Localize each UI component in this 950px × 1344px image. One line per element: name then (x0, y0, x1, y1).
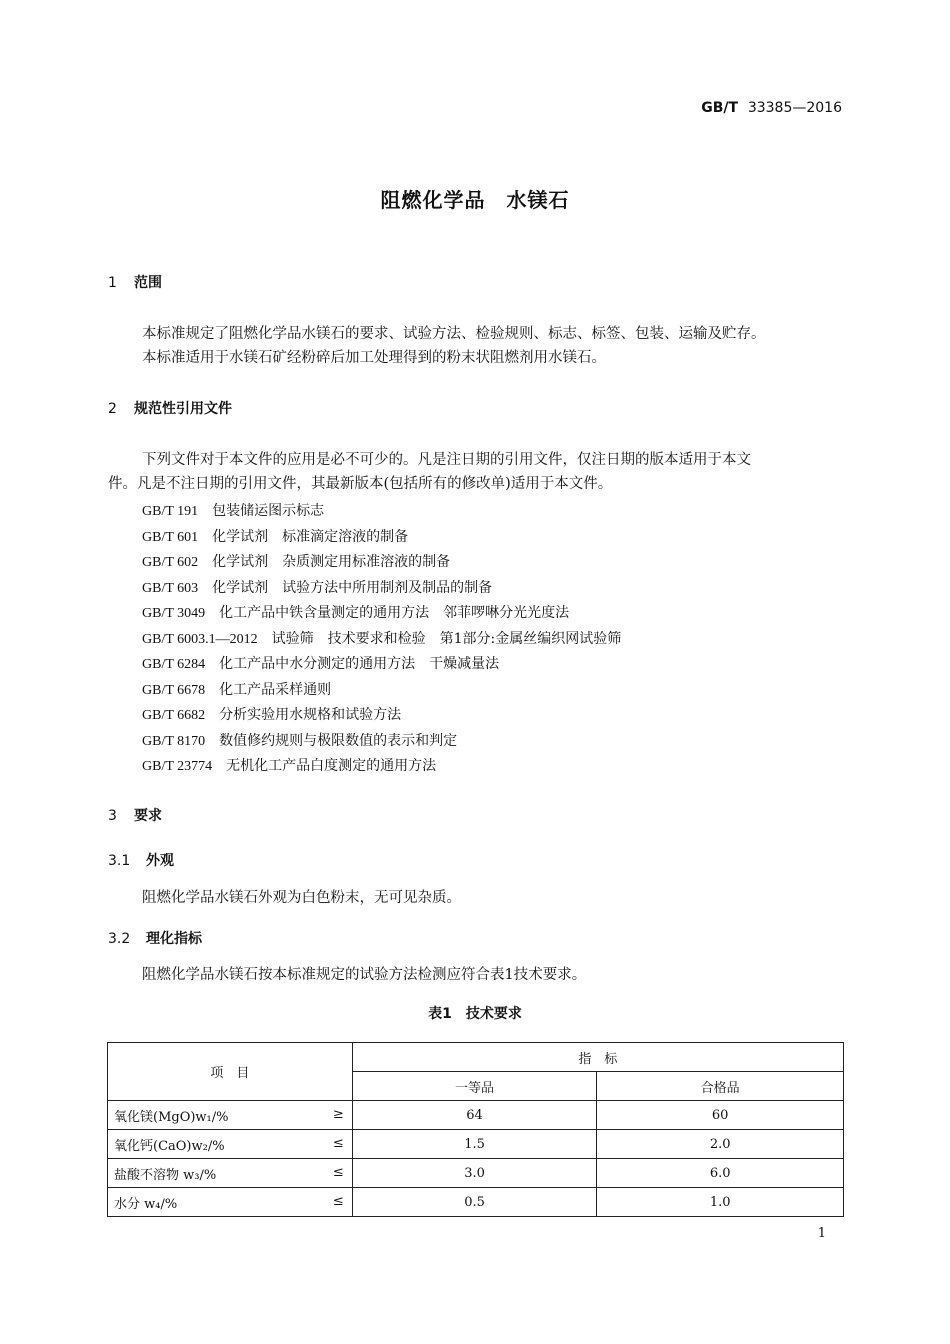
section-2-intro-line-1: 下列文件对于本文件的应用是必不可少的。凡是注日期的引用文件，仅注日期的版本适用于本文 (142, 452, 751, 468)
reference-title: 包装储运图示标志 (212, 503, 325, 519)
section-2-heading: 2 规范性引用文件 (108, 401, 232, 417)
reference-code: GB/T 8170 (142, 733, 206, 749)
section-3-1-para: 阻燃化学品水镁石外观为白色粉末，无可见杂质。 (142, 890, 461, 906)
standard-number: GB/T 33385—2016 (701, 100, 842, 116)
reference-title: 化工产品中水分测定的通用方法 干燥减量法 (219, 656, 500, 672)
reference-item (142, 628, 621, 648)
item-cell (108, 1159, 353, 1188)
qualified-value: 6.0 (597, 1159, 844, 1188)
qualified-value: 1.0 (597, 1188, 844, 1217)
page-number: 1 (817, 1226, 826, 1241)
table-body (108, 1101, 844, 1217)
comparison-symbol: ≤ (332, 1194, 344, 1209)
section-1-heading: 1 范围 (108, 275, 162, 291)
section-1-para-1: 本标准规定了阻燃化学品水镁石的要求、试验方法、检验规则、标志、标签、包装、运输及贮存。 (142, 326, 766, 342)
column-header-qualified: 合格品 (597, 1072, 844, 1101)
comparison-symbol: ≤ (332, 1165, 344, 1180)
reference-item (142, 577, 492, 597)
reference-item (142, 730, 457, 750)
technical-requirements-table (107, 1042, 844, 1217)
reference-title: 试验筛 技术要求和检验 第1部分:金属丝编织网试验筛 (271, 630, 622, 647)
table-row (108, 1130, 844, 1159)
reference-title: 化工产品采样通则 (219, 681, 332, 698)
reference-item (142, 653, 499, 673)
reference-title: 化学试剂 杂质测定用标准溶液的制备 (212, 554, 451, 570)
reference-code: GB/T 23774 (142, 759, 213, 774)
table-row (108, 1101, 844, 1130)
reference-item (142, 526, 408, 546)
item-label: 氧化镁(MgO)w₁/% (114, 1109, 229, 1125)
section-2-intro-line-2: 件。凡是不注日期的引用文件，其最新版本(包括所有的修改单)适用于本文件。 (108, 476, 613, 492)
reference-code: GB/T 603 (142, 580, 199, 596)
section-3-1-heading: 3.1 外观 (108, 853, 174, 869)
item-cell (108, 1130, 353, 1159)
section-3-heading: 3 要求 (108, 808, 162, 824)
reference-item (142, 551, 450, 571)
reference-item (142, 679, 331, 699)
qualified-value: 60 (597, 1101, 844, 1130)
table-row (108, 1188, 844, 1217)
reference-code: GB/T 6682 (142, 708, 206, 723)
first-grade-value: 3.0 (352, 1159, 597, 1188)
reference-title: 化学试剂 试验方法中所用制剂及制品的制备 (212, 579, 493, 596)
column-header-first-grade: 一等品 (352, 1072, 597, 1101)
table-caption: 表1 技术要求 (428, 1006, 522, 1022)
reference-code: GB/T 191 (142, 504, 199, 519)
reference-code: GB/T 6003.1—2012 (142, 631, 258, 647)
reference-item (142, 500, 324, 520)
reference-code: GB/T 3049 (142, 606, 206, 621)
section-3-2-para: 阻燃化学品水镁石按本标准规定的试验方法检测应符合表1技术要求。 (142, 967, 587, 983)
document-title: 阻燃化学品 水镁石 (380, 188, 570, 212)
section-3-2-heading: 3.2 理化指标 (108, 931, 202, 947)
column-header-item: 项 目 (108, 1043, 353, 1101)
item-cell (108, 1188, 353, 1217)
section-1-para-2: 本标准适用于水镁石矿经粉碎后加工处理得到的粉末状阻燃剂用水镁石。 (142, 350, 606, 366)
item-label: 氧化钙(CaO)w₂/% (114, 1138, 225, 1154)
reference-title: 数值修约规则与极限数值的表示和判定 (219, 732, 458, 749)
comparison-symbol: ≤ (332, 1136, 344, 1151)
first-grade-value: 1.5 (352, 1130, 597, 1159)
reference-title: 化学试剂 标准滴定溶液的制备 (212, 528, 409, 545)
reference-code: GB/T 6284 (142, 657, 206, 672)
first-grade-value: 64 (352, 1101, 597, 1130)
item-cell (108, 1101, 353, 1130)
reference-title: 无机化工产品白度测定的通用方法 (226, 758, 437, 774)
reference-item (142, 704, 401, 724)
reference-item (142, 602, 569, 622)
column-header-group: 指 标 (352, 1043, 843, 1072)
item-label: 水分 w₄/% (114, 1196, 178, 1212)
reference-item (142, 755, 436, 775)
reference-title: 化工产品中铁含量测定的通用方法 邻菲啰啉分光光度法 (219, 605, 570, 621)
qualified-value: 2.0 (597, 1130, 844, 1159)
item-label: 盐酸不溶物 w₃/% (114, 1167, 217, 1183)
reference-title: 分析实验用水规格和试验方法 (219, 707, 402, 723)
table-row (108, 1159, 844, 1188)
reference-code: GB/T 6678 (142, 682, 206, 698)
comparison-symbol: ≥ (332, 1107, 344, 1122)
first-grade-value: 0.5 (352, 1188, 597, 1217)
reference-code: GB/T 601 (142, 529, 199, 545)
reference-code: GB/T 602 (142, 555, 199, 570)
